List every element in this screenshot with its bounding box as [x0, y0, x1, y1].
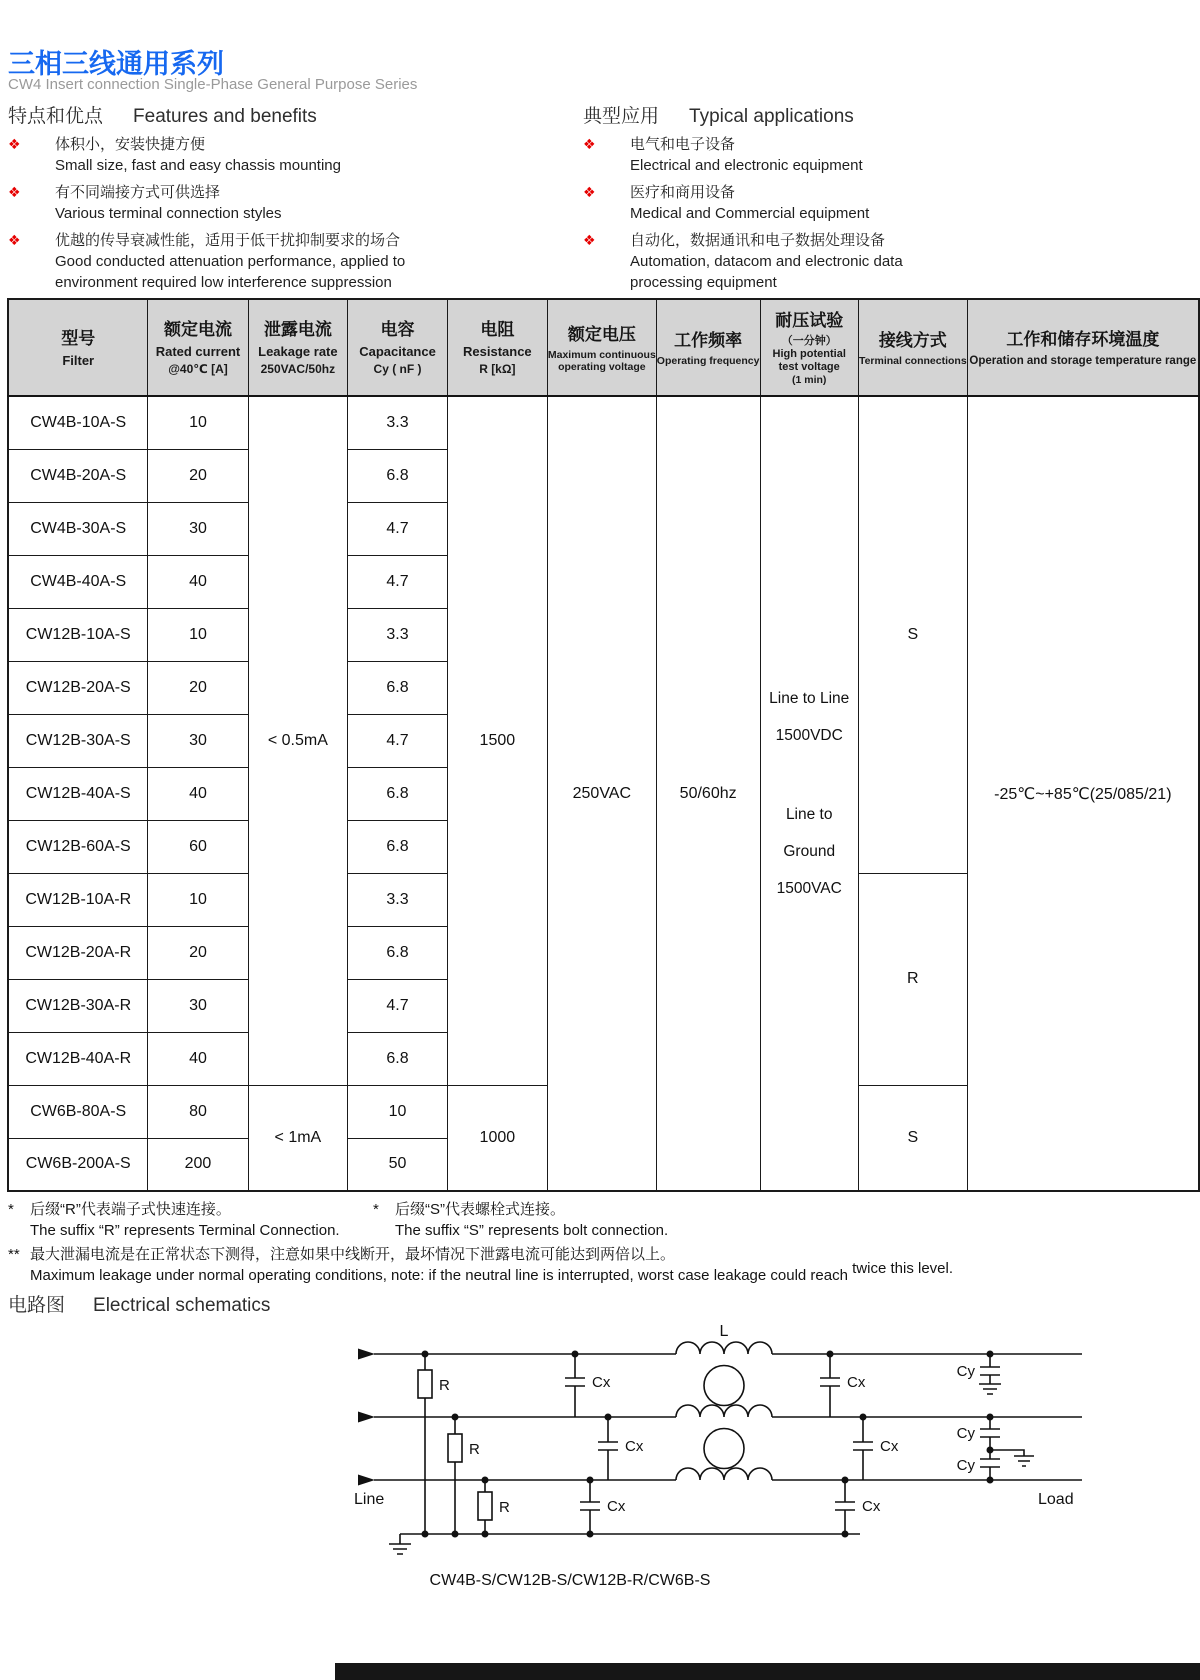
hipot-line: Line to	[785, 806, 833, 823]
header-line: operating voltage	[558, 360, 646, 373]
inductor-winding	[676, 1405, 772, 1417]
load-label: Load	[1038, 1491, 1074, 1508]
cy-label: Cy	[956, 1457, 975, 1474]
resistor-symbol	[448, 1434, 462, 1462]
features-heading-zh: 特点和优点	[8, 106, 104, 127]
footnote-marker: *	[8, 1201, 14, 1218]
hipot-line: Ground	[783, 843, 836, 860]
col-header-5	[547, 299, 656, 396]
header-line: 额定电流	[163, 320, 232, 339]
header-line: Cy ( nF )	[373, 362, 422, 376]
cell-model: CW12B-40A-S	[8, 767, 148, 820]
header-line: R [kΩ]	[479, 362, 516, 376]
cx-label: Cx	[625, 1438, 644, 1455]
hipot-line: Line to Line	[769, 690, 850, 707]
cell-model: CW6B-200A-S	[8, 1138, 148, 1191]
schematics-heading	[8, 1290, 270, 1317]
resistor-label: R	[469, 1441, 480, 1458]
cell-value: 3.3	[348, 608, 448, 661]
cell-value: 20	[148, 449, 248, 502]
cell-merged-col2: < 1mA	[248, 1085, 348, 1191]
inductor-winding	[676, 1468, 772, 1480]
header-line: Capacitance	[359, 344, 436, 359]
capacitor-cx	[853, 1417, 873, 1480]
header-line: Terminal connections	[858, 354, 967, 367]
col-header-6	[656, 299, 760, 396]
header-line: test voltage	[778, 361, 840, 373]
header-line: Operation and storage temperature range	[969, 354, 1197, 367]
table-row	[8, 396, 1199, 449]
cell-value: 6.8	[348, 661, 448, 714]
cell-merged-col4: 1000	[447, 1085, 547, 1191]
cell-value: 40	[148, 1032, 248, 1085]
header-line: Resistance	[463, 344, 532, 359]
cell-value: 40	[148, 555, 248, 608]
footnote-leakage-zh: ** 最大泄漏电流是在正常状态下测得，注意如果中线断开，最坏情况下泄露电流可能达到两倍以上。	[8, 1246, 676, 1263]
header-line: （一分钟）	[781, 335, 837, 347]
bottom-rail	[400, 1534, 860, 1544]
header-line: 额定电压	[567, 324, 636, 344]
header-line: 泄露电流	[263, 320, 332, 339]
resistor-label: R	[439, 1377, 450, 1394]
cell-merged-col4: 1500	[447, 396, 547, 1085]
cell-value: 3.3	[348, 396, 448, 449]
cell-value: 10	[148, 608, 248, 661]
cell-model: CW4B-30A-S	[8, 502, 148, 555]
col-header-8	[858, 299, 967, 396]
table-header-row	[8, 299, 1199, 396]
schematic-caption: CW4B-S/CW12B-S/CW12B-R/CW6B-S	[429, 1572, 711, 1589]
cx-label: Cx	[592, 1374, 611, 1391]
header-line: Maximum continuous	[547, 348, 656, 361]
line-arrow-icon	[358, 1349, 375, 1486]
header-line: 耐压试验	[775, 311, 844, 330]
applications-heading-en: Typical applications	[689, 106, 854, 127]
application-en: Electrical and electronic equipment	[630, 157, 863, 174]
header-line: (1 min)	[792, 374, 827, 386]
application-en: Medical and Commercial equipment	[630, 205, 870, 222]
capacitor-cx	[598, 1417, 618, 1480]
cell-value: 40	[148, 767, 248, 820]
cell-model: CW12B-20A-R	[8, 926, 148, 979]
spec-table	[7, 298, 1200, 1192]
cell-value: 30	[148, 714, 248, 767]
col-header-4	[447, 299, 547, 396]
cell-value: 6.8	[348, 926, 448, 979]
choke-core-circle	[704, 1366, 744, 1406]
cx-label: Cx	[847, 1374, 866, 1391]
header-line: 工作频率	[674, 330, 743, 350]
cell-model: CW4B-10A-S	[8, 396, 148, 449]
header-line: Leakage rate	[258, 344, 338, 359]
list-item	[8, 182, 568, 224]
cell-merged-col8: R	[858, 873, 967, 1085]
schematics-heading-zh: 电路图	[8, 1295, 66, 1316]
ground-icon	[389, 1544, 411, 1554]
capacitor-cx	[565, 1354, 585, 1417]
ground-branch	[990, 1450, 1024, 1456]
cell-merged-col8: S	[858, 396, 967, 873]
features-list	[8, 134, 568, 299]
footnote-marker: **	[8, 1246, 20, 1263]
hipot-line: 1500VAC	[776, 880, 842, 897]
cell-value: 6.8	[348, 767, 448, 820]
diamond-bullet-icon: ❖	[583, 184, 596, 200]
footnotes	[8, 1200, 1192, 1286]
applications-list	[583, 134, 1193, 299]
cx-label: Cx	[607, 1498, 626, 1515]
applications-heading-zh: 典型应用	[583, 106, 660, 127]
cell-value: 80	[148, 1085, 248, 1138]
hipot-line	[761, 754, 858, 796]
capacitor-cx	[580, 1480, 600, 1534]
list-item	[583, 182, 1193, 224]
cell-value: 4.7	[348, 555, 448, 608]
page-subtitle: CW4 Insert connection Single-Phase General Purpose Series	[8, 76, 418, 93]
footnote-leakage-en: Maximum leakage under normal operating conditions, note: if the neutral line is interrupted, worst case leakage could reach twice this level.	[30, 1260, 954, 1284]
list-item	[8, 134, 568, 176]
features-heading-en: Features and benefits	[133, 106, 317, 127]
list-item	[583, 134, 1193, 176]
capacitor-cx	[835, 1480, 855, 1534]
page-footer-bar	[335, 1663, 1200, 1680]
cell-value: 50	[348, 1138, 448, 1191]
feature-zh: 优越的传导衰减性能，适用于低干扰抑制要求的场合	[55, 232, 401, 249]
col-header-2	[248, 299, 348, 396]
cell-value: 4.7	[348, 979, 448, 1032]
feature-en: Good conducted attenuation performance, applied to environment required low interference suppression	[55, 253, 406, 291]
cell-model: CW12B-10A-R	[8, 873, 148, 926]
cell-model: CW4B-40A-S	[8, 555, 148, 608]
cell-value: 20	[148, 661, 248, 714]
cx-label: Cx	[862, 1498, 881, 1515]
application-zh: 医疗和商用设备	[630, 184, 736, 201]
schematics-heading-en: Electrical schematics	[93, 1295, 271, 1316]
capacitor-cy	[980, 1354, 1000, 1384]
cell-value: 3.3	[348, 873, 448, 926]
col-header-1	[148, 299, 248, 396]
cell-value: 4.7	[348, 714, 448, 767]
line-label: Line	[354, 1491, 385, 1508]
feature-en: Various terminal connection styles	[55, 205, 282, 222]
features-heading	[8, 101, 317, 128]
ground-icon	[1014, 1456, 1034, 1466]
capacitor-cx	[820, 1354, 840, 1417]
header-line: Operating frequency	[656, 354, 760, 367]
cell-merged-col9: -25℃~+85℃(25/085/21)	[967, 396, 1199, 1191]
cell-value: 6.8	[348, 1032, 448, 1085]
cell-model: CW12B-60A-S	[8, 820, 148, 873]
application-zh: 自动化，数据通讯和电子数据处理设备	[630, 232, 886, 249]
cell-value: 6.8	[348, 820, 448, 873]
list-item	[8, 230, 568, 293]
footnote-r-en: The suffix “R” represents Terminal Connection.	[30, 1222, 340, 1239]
col-header-7	[760, 299, 858, 396]
hipot-line: 1500VDC	[775, 727, 843, 744]
cell-model: CW12B-30A-R	[8, 979, 148, 1032]
cell-value: 4.7	[348, 502, 448, 555]
cx-label: Cx	[880, 1438, 899, 1455]
cell-merged-col2: < 0.5mA	[248, 396, 348, 1085]
cell-model: CW6B-80A-S	[8, 1085, 148, 1138]
feature-en: Small size, fast and easy chassis mounting	[55, 157, 341, 174]
cell-value: 10	[148, 396, 248, 449]
circuit-schematic	[340, 1312, 1092, 1564]
cell-merged-col5: 250VAC	[547, 396, 656, 1191]
cell-model: CW12B-10A-S	[8, 608, 148, 661]
cell-model: CW12B-30A-S	[8, 714, 148, 767]
diamond-bullet-icon: ❖	[583, 232, 596, 248]
cell-value: 6.8	[348, 449, 448, 502]
list-item	[583, 230, 1193, 293]
inductor-winding	[676, 1342, 772, 1354]
col-header-0	[8, 299, 148, 396]
footnote-r-zh: 后缀“R”代表端子式快速连接。	[30, 1201, 231, 1218]
diamond-bullet-icon: ❖	[583, 136, 596, 152]
cy-label: Cy	[956, 1363, 975, 1380]
header-line: 电阻	[480, 320, 515, 339]
cy-label: Cy	[956, 1425, 975, 1442]
cell-model: CW12B-20A-S	[8, 661, 148, 714]
cell-value: 20	[148, 926, 248, 979]
diamond-bullet-icon: ❖	[8, 232, 21, 248]
cell-merged-col6: 50/60hz	[656, 396, 760, 1191]
cell-model: CW4B-20A-S	[8, 449, 148, 502]
cell-merged-col7	[760, 396, 858, 1191]
resistor-symbol	[418, 1370, 432, 1398]
feature-zh: 体积小，安装快捷方便	[55, 136, 206, 153]
diamond-bullet-icon: ❖	[8, 184, 21, 200]
footnote-suffix-s	[373, 1200, 668, 1241]
ground-icon	[979, 1384, 1001, 1394]
resistor-label: R	[499, 1499, 510, 1516]
choke-core-circle	[704, 1429, 744, 1469]
applications-heading	[583, 101, 854, 128]
footnote-marker: *	[373, 1201, 379, 1218]
col-header-3	[348, 299, 448, 396]
header-line: 工作和储存环境温度	[1006, 329, 1160, 349]
header-line: 接线方式	[878, 330, 947, 350]
application-en: Automation, datacom and electronic data processing equipment	[630, 253, 903, 291]
header-line: High potential	[772, 348, 846, 360]
resistor-symbol	[478, 1492, 492, 1520]
header-line: @40℃ [A]	[168, 362, 228, 376]
cell-value: 30	[148, 502, 248, 555]
cell-value: 60	[148, 820, 248, 873]
header-line: Rated current	[155, 344, 241, 359]
header-line: 电容	[380, 320, 415, 339]
footnote-suffix-r	[8, 1200, 373, 1241]
cell-value: 10	[148, 873, 248, 926]
cell-merged-col8: S	[858, 1085, 967, 1191]
page-title: 三相三线通用系列	[8, 49, 224, 79]
application-zh: 电气和电子设备	[630, 136, 736, 153]
feature-zh: 有不同端接方式可供选择	[55, 184, 221, 201]
header-line: Filter	[62, 353, 95, 368]
footnote-s-zh: 后缀“S”代表螺栓式连接。	[395, 1201, 565, 1218]
cell-value: 200	[148, 1138, 248, 1191]
cell-value: 10	[348, 1085, 448, 1138]
cell-model: CW12B-40A-R	[8, 1032, 148, 1085]
footnote-leakage-en-tail: twice this level.	[852, 1260, 954, 1277]
footnote-s-en: The suffix “S” represents bolt connection.	[395, 1222, 669, 1239]
cell-value: 30	[148, 979, 248, 1032]
inductor-label: L	[719, 1323, 729, 1340]
diamond-bullet-icon: ❖	[8, 136, 21, 152]
col-header-9	[967, 299, 1199, 396]
header-line: 型号	[61, 329, 96, 348]
header-line: 250VAC/50hz	[260, 362, 336, 376]
